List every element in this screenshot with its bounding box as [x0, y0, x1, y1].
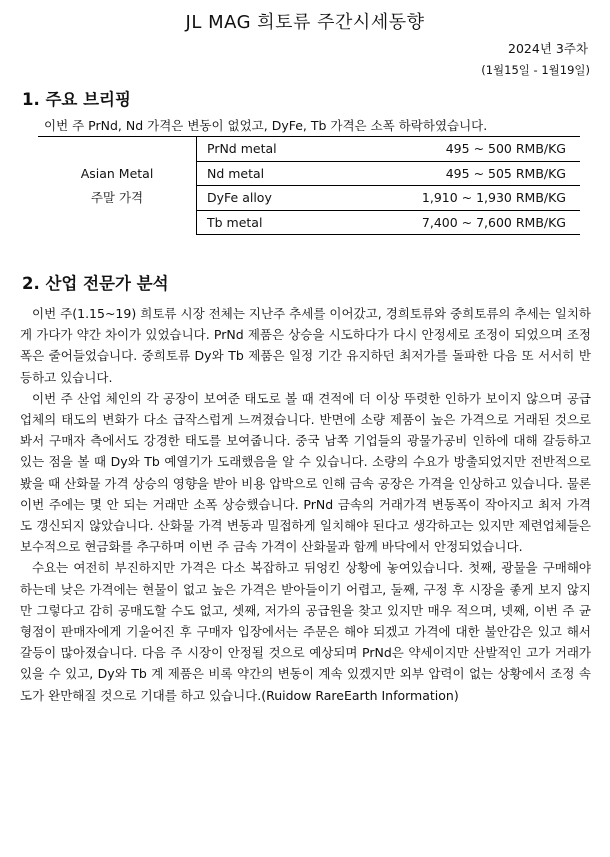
table-label-line1: Asian Metal	[80, 165, 154, 181]
analysis-paragraph: 이번 주(1.15~19) 희토류 시장 전체는 지난주 추세를 이어갔고, 경희토류와 중희토류의 추세는 일치하게 가다가 약간 차이가 있었습니다. PrNd 제품은 상승을 시도하다가 다시 안정세로 조정이 되었으며 조정 폭은 줄어들었습니다. 중희토류 Dy와 Tb 제품은 일정 기간 유지하던 최저가를 돌파한 다음 또 서서히 반등하고 있습니다.	[20, 306, 591, 385]
table-row	[38, 137, 580, 162]
product-price: 495 ~ 505 RMB/KG	[377, 161, 580, 186]
report-date-range: (1월15일 - 1월19일)	[481, 63, 590, 77]
product-name: Tb metal	[197, 210, 378, 235]
briefing-summary: 이번 주 PrNd, Nd 가격은 변동이 없었고, DyFe, Tb 가격은 소폭 하락하였습니다.	[44, 118, 488, 133]
document-title: JL MAG 희토류 주간시세동향	[185, 12, 425, 33]
analysis-paragraph: 이번 주 산업 체인의 각 공장이 보여준 태도로 볼 때 견적에 더 이상 뚜렷한 인하가 보이지 않으며 공급업체의 태도의 변화가 다소 급작스럽게 느껴졌습니다. 반면에 소량 제품이 높은 가격으로 거래된 것으로 봐서 구매자 측에서도 강경한 태도를 보여줍니다. 중국 남쪽 기업들의 광물가공비 인하에 대해 갈등하고 있는 점을 볼 때 Dy와 Tb 예열기가 도래했음을 알 수 있습니다. 소량의 수요가 방출되었지만 전반적으로 봤을 때 산화물 가격 상승의 영향을 받아 비용 압박으로 인해 금속 공장은 가격을 인상하고 있습니다. 물론 이번 주에는 몇 안 되는 거래만 소폭 상승했습니다. PrNd 금속의 거래가격 변동폭이 작아지고 최저 가격도 갱신되지 않았습니다. 산화물 가격 변동과 밀접하게 일치해야 된다고 생각하고는 있지만 제련업체들은 보수적으로 현금화를 추구하며 이번 주 금속 가격이 산화물과 함께 바닥에서 안정되었습니다.	[20, 390, 591, 555]
price-table	[38, 136, 580, 235]
product-price: 7,400 ~ 7,600 RMB/KG	[377, 210, 580, 235]
analysis-body	[20, 303, 591, 706]
product-price: 1,910 ~ 1,930 RMB/KG	[377, 186, 580, 211]
report-week: 2024년 3주차	[508, 41, 588, 56]
analysis-paragraph: 수요는 여전히 부진하지만 가격은 다소 복잡하고 뒤엉킨 상황에 놓여있습니다. 첫째, 광물을 구매해야 하는데 낮은 가격에는 현물이 없고 높은 가격은 받아들이기 어렵고, 둘째, 구정 후 시장을 좋게 보지 않지만 그렇다고 감히 공매도할 수도 없고, 셋째, 저가의 공급원을 찾고 있지만 매우 적으며, 넷째, 이번 주 균형점이 판매자에게 기울어진 후 구매자 입장에서는 주문은 해야 되겠고 가격에 대한 불안감은 있고 해서 갈등이 많아졌습니다. 다음 주 시장이 안정될 것으로 예상되며 PrNd은 약세이지만 산발적인 고가 거래가 있을 수 있고, Dy와 Tb 계 제품은 비록 약간의 변동이 계속 있겠지만 외부 압력이 없는 상황에서 조정 속도가 완만해질 것으로 기대를 하고 있습니다.(Ruidow RareEarth Information)	[20, 560, 591, 703]
section-heading-briefing: 1. 주요 브리핑	[22, 90, 131, 109]
table-label	[38, 137, 197, 235]
product-name: DyFe alloy	[197, 186, 378, 211]
section-heading-analysis: 2. 산업 전문가 분석	[22, 274, 169, 293]
product-name: Nd metal	[197, 161, 378, 186]
product-price: 495 ~ 500 RMB/KG	[377, 137, 580, 162]
product-name: PrNd metal	[197, 137, 378, 162]
table-label-line2: 주말 가격	[90, 189, 144, 205]
